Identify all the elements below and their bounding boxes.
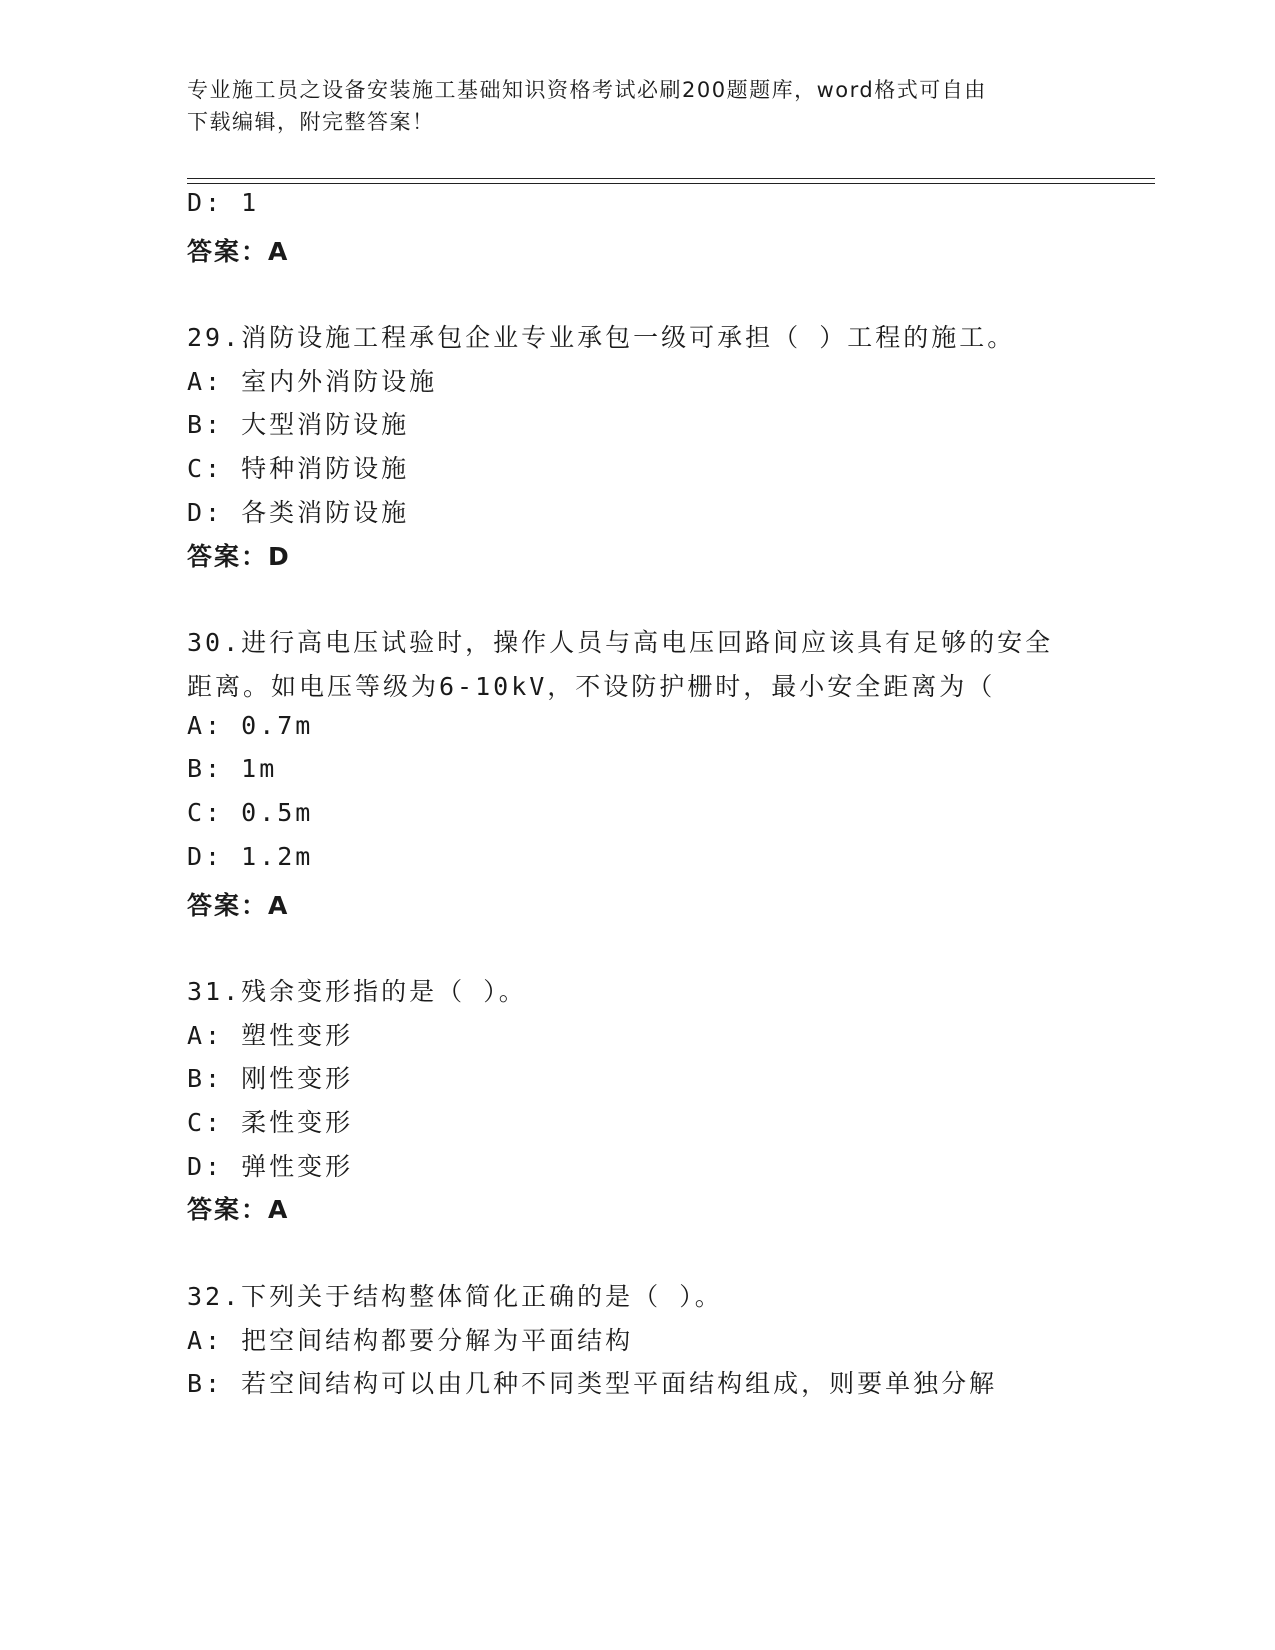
question-29-option-c: C: 特种消防设施 [187, 454, 410, 483]
question-31-stem: 31.残余变形指的是（ ）。 [187, 977, 527, 1006]
question-30-stem-line-2: 距离。如电压等级为6-10kV，不设防护栅时，最小安全距离为（ [187, 672, 996, 701]
question-31-option-c: C: 柔性变形 [187, 1108, 354, 1137]
question-31-option-d: D: 弹性变形 [187, 1152, 354, 1181]
question-31-option-a: A: 塑性变形 [187, 1021, 354, 1050]
question-30-option-b: B: 1m [187, 754, 278, 783]
page-header [187, 74, 1087, 138]
header-title-line-2: 下载编辑，附完整答案！ [187, 110, 435, 134]
prev-option-d: D: 1 [187, 188, 260, 217]
header-divider-top [187, 178, 1155, 179]
question-29-option-b: B: 大型消防设施 [187, 410, 410, 439]
question-29-option-d: D: 各类消防设施 [187, 498, 410, 527]
question-30-option-c: C: 0.5m [187, 798, 314, 827]
question-32-option-b: B: 若空间结构可以由几种不同类型平面结构组成，则要单独分解 [187, 1369, 998, 1398]
question-30-answer: 答案：A [187, 891, 290, 920]
question-30-stem-line-1: 30.进行高电压试验时，操作人员与高电压回路间应该具有足够的安全 [187, 628, 1054, 657]
header-title-line-1: 专业施工员之设备安装施工基础知识资格考试必刷200题题库，word格式可自由 [187, 78, 987, 102]
question-30-option-d: D: 1.2m [187, 842, 314, 871]
question-29-stem: 29.消防设施工程承包企业专业承包一级可承担（ ）工程的施工。 [187, 323, 1016, 352]
question-32-stem: 32.下列关于结构整体简化正确的是（ ）。 [187, 1282, 723, 1311]
question-29-answer: 答案：D [187, 542, 291, 571]
question-31-option-b: B: 刚性变形 [187, 1064, 354, 1093]
question-29-option-a: A: 室内外消防设施 [187, 367, 438, 396]
question-32-option-a: A: 把空间结构都要分解为平面结构 [187, 1326, 634, 1355]
prev-answer: 答案：A [187, 237, 290, 266]
header-divider-bottom [187, 183, 1155, 184]
question-30-option-a: A: 0.7m [187, 711, 314, 740]
question-31-answer: 答案：A [187, 1195, 290, 1224]
